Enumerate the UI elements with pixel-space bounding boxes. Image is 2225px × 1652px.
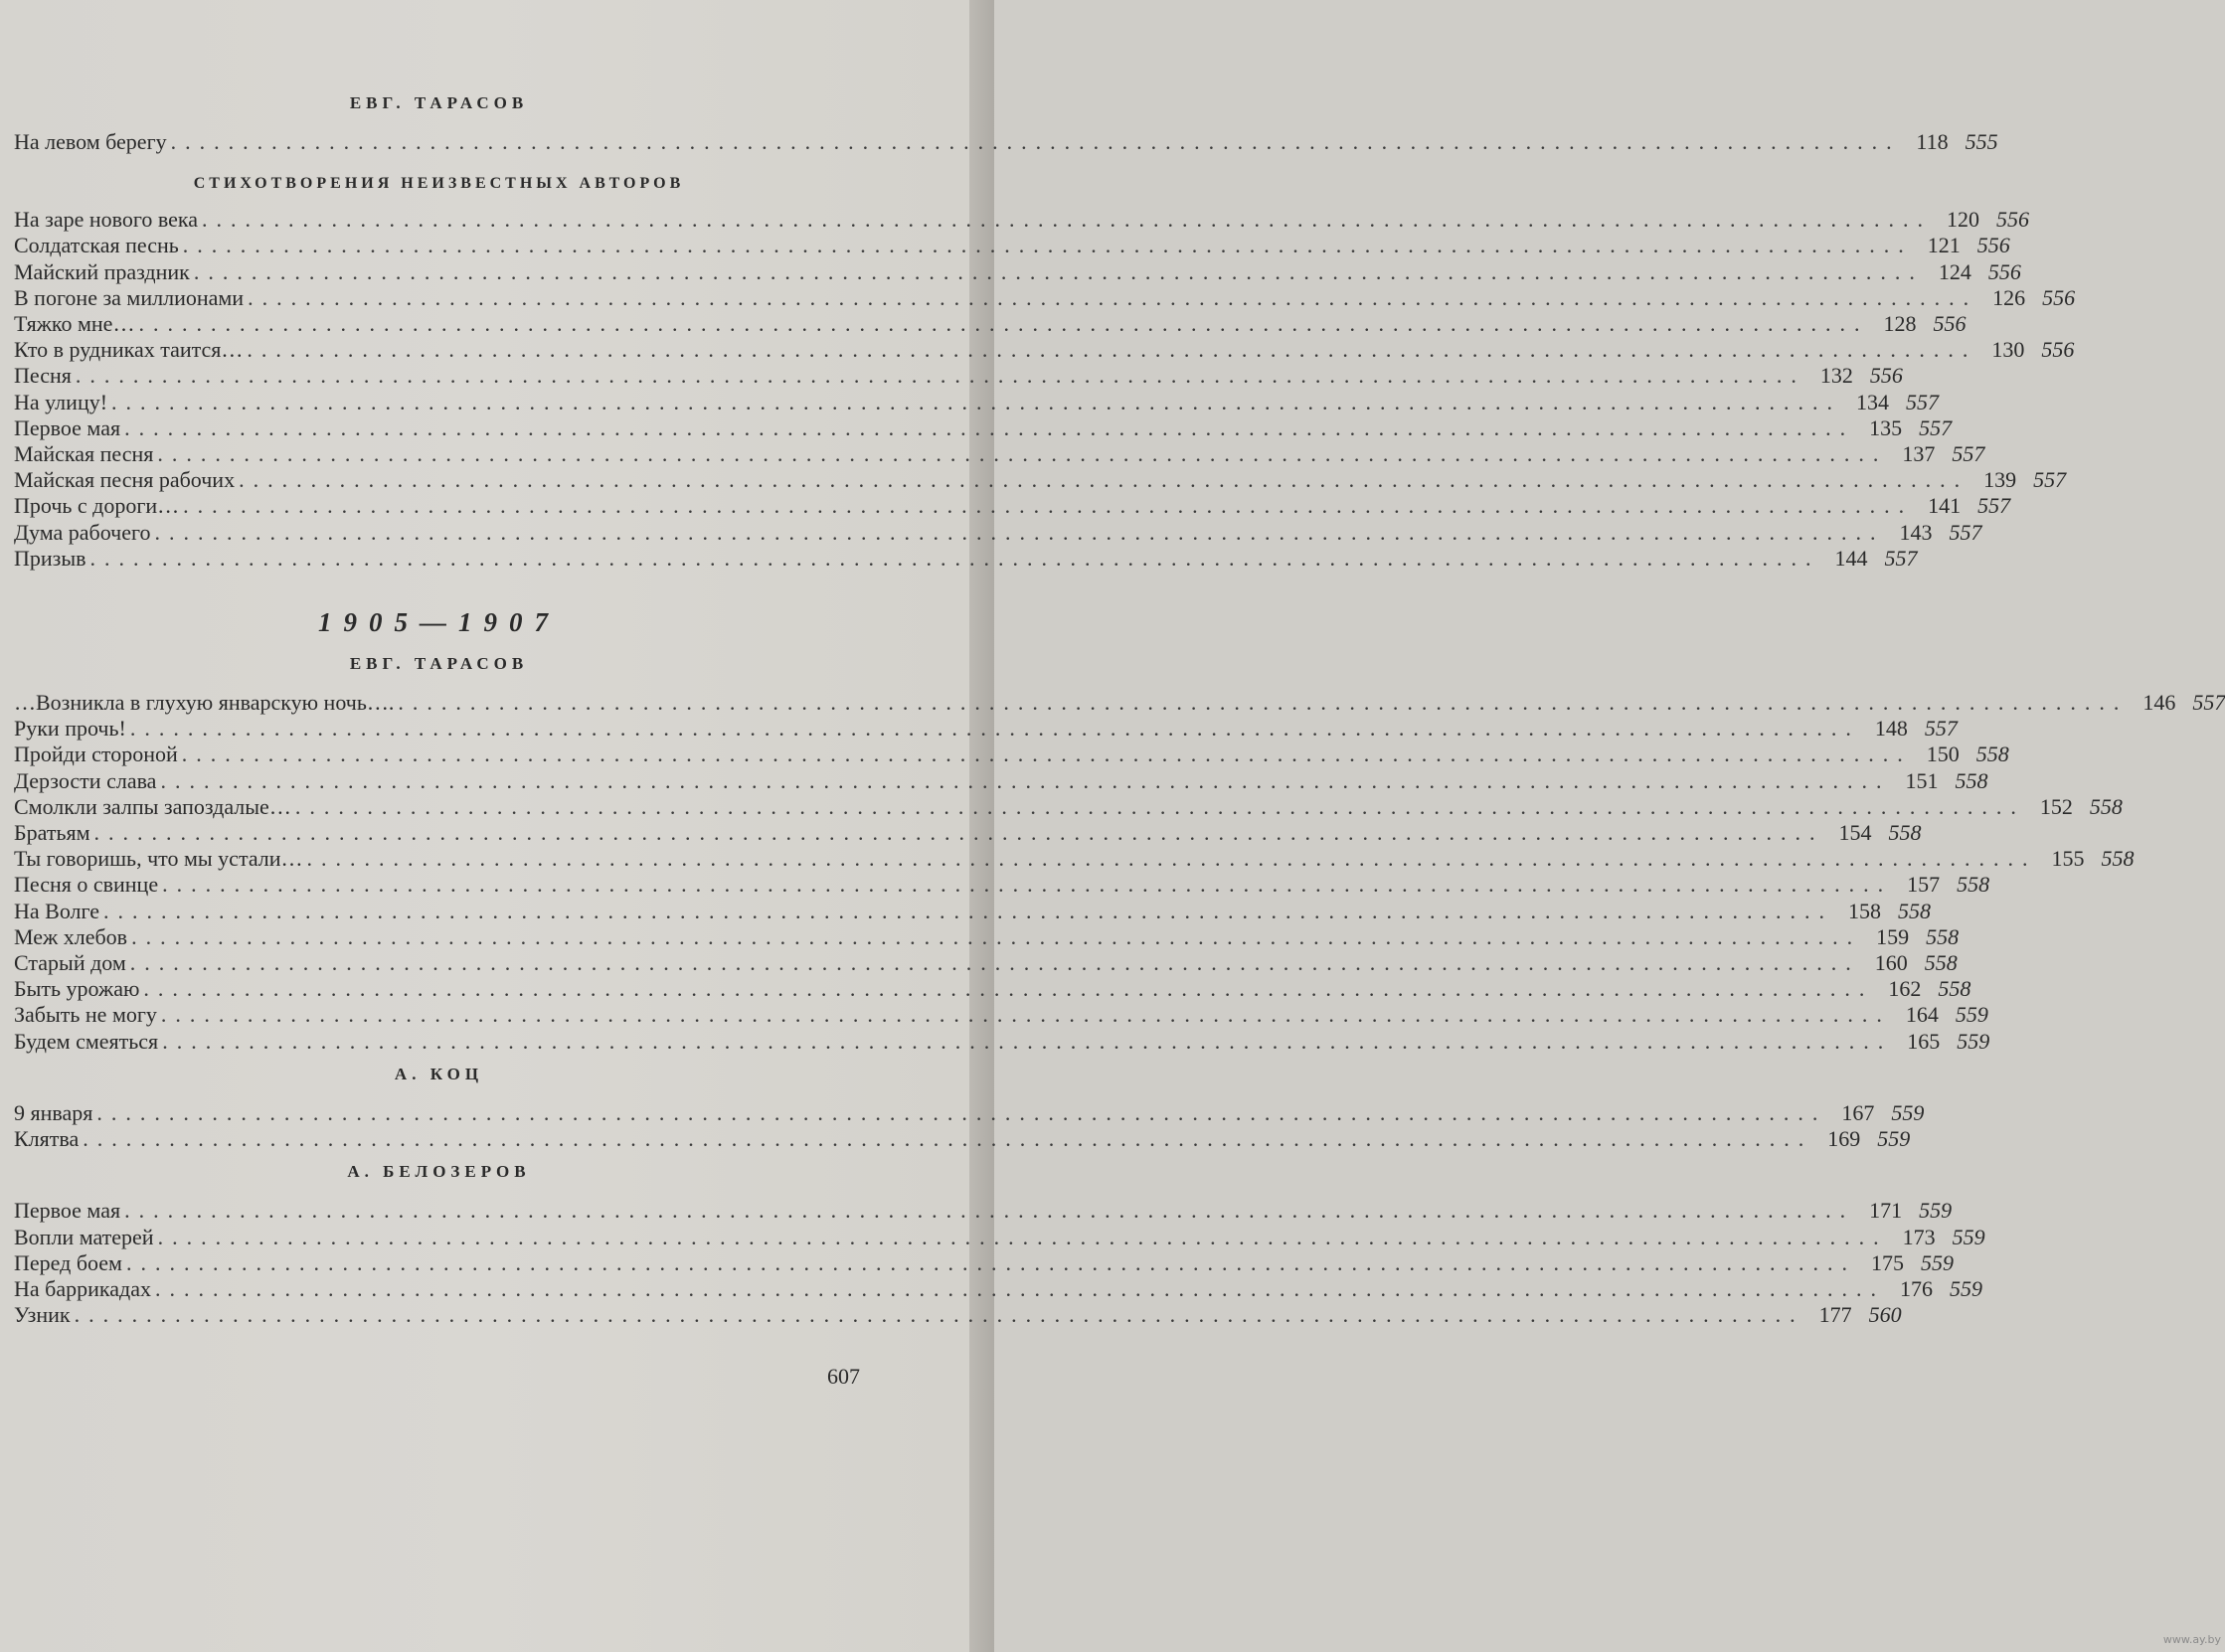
dot-leader: ........................................................................................................................ xyxy=(89,545,1820,571)
entry-page-number: 160 xyxy=(1874,950,1908,976)
toc-entry xyxy=(14,467,2067,493)
toc-entry xyxy=(14,389,1940,415)
dot-leader: ........................................................................................................................ xyxy=(125,1249,1856,1275)
toc-entry xyxy=(14,311,1967,337)
dot-leader: ........................................................................................................................ xyxy=(294,793,2025,819)
entry-note-page-number: 557 xyxy=(2192,690,2225,716)
entry-note-page-number: 558 xyxy=(1898,898,1932,923)
toc-entry xyxy=(14,767,1988,794)
author-section xyxy=(14,654,2225,1055)
toc-part-1 xyxy=(14,93,2076,572)
section-heading: А. БЕЛОЗЕРОВ xyxy=(347,1162,531,1182)
entry-page-number: 157 xyxy=(1907,872,1941,898)
entry-title: Быть урожаю xyxy=(14,976,140,1002)
entry-page-number: 173 xyxy=(1902,1224,1936,1249)
entry-page-number: 162 xyxy=(1888,976,1922,1002)
entry-title: Майская песня рабочих xyxy=(14,467,236,493)
toc-entry xyxy=(14,441,1985,467)
author-section xyxy=(14,175,2076,572)
toc-entry xyxy=(14,258,2021,285)
entry-page-number: 146 xyxy=(2142,690,2176,716)
entry-page-number: 120 xyxy=(1947,207,1980,233)
entry-note-page-number: 559 xyxy=(1957,1028,1990,1054)
entry-title: Тяжко мне… xyxy=(14,311,135,337)
entry-title: Клятва xyxy=(14,1126,80,1152)
entry-title: Смолкли залпы запоздалые… xyxy=(14,793,291,819)
entry-note-page-number: 556 xyxy=(1869,363,1903,389)
entry-note-page-number: 558 xyxy=(1924,950,1958,976)
entry-title: …Возникла в глухую январскую ночь…. xyxy=(14,690,395,716)
dot-leader: ........................................................................................................................ xyxy=(160,767,1891,793)
dot-leader: ........................................................................................................................ xyxy=(398,690,2129,716)
entry-note-page-number: 557 xyxy=(1977,493,2011,519)
entry-note-page-number: 557 xyxy=(2033,467,2067,493)
entry-title: Песня о свинце xyxy=(14,872,159,898)
entry-page-number: 176 xyxy=(1899,1275,1933,1301)
entry-title: 9 января xyxy=(14,1099,93,1125)
toc-entry xyxy=(14,1275,1982,1302)
toc-entry xyxy=(14,793,2123,820)
table-of-contents xyxy=(14,83,2225,1390)
toc-entry xyxy=(14,493,2011,519)
entry-title: На заре нового века xyxy=(14,207,199,233)
entry-page-number: 135 xyxy=(1869,414,1903,440)
section-heading: А. КОЦ xyxy=(394,1064,484,1083)
dot-leader: ........................................................................................................................ xyxy=(154,519,1885,545)
dot-leader: ........................................................................................................................ xyxy=(154,1275,1885,1301)
toc-entry xyxy=(14,872,1990,898)
entry-title: Песня xyxy=(14,363,72,389)
dot-leader: ........................................................................................................................ xyxy=(183,493,1914,519)
entry-note-page-number: 557 xyxy=(1919,414,1953,440)
entry-title: Майская песня xyxy=(14,441,154,467)
toc-entry xyxy=(14,690,2225,716)
entry-note-page-number: 559 xyxy=(1877,1126,1911,1152)
entry-page-number: 143 xyxy=(1899,519,1933,545)
toc-entry xyxy=(14,1028,1990,1055)
toc-entry xyxy=(14,284,2076,311)
dot-leader: ........................................................................................................................ xyxy=(202,207,1933,233)
dot-leader: ........................................................................................................................ xyxy=(170,129,1901,154)
entry-page-number: 155 xyxy=(2051,846,2085,872)
entry-page-number: 158 xyxy=(1848,898,1882,923)
dot-leader: ........................................................................................................................ xyxy=(74,1302,1804,1328)
dot-leader: ........................................................................................................................ xyxy=(129,716,1860,742)
entry-title: На левом берегу xyxy=(14,129,167,154)
dot-leader: ........................................................................................................................ xyxy=(124,414,1855,440)
entry-title: Руки прочь! xyxy=(14,716,126,742)
entry-title: Призыв xyxy=(14,545,86,571)
dot-leader: ........................................................................................................................ xyxy=(157,441,1888,467)
author-section xyxy=(14,93,1998,155)
entry-title: Старый дом xyxy=(14,950,126,976)
entry-title: Прочь с дороги… xyxy=(14,493,180,519)
toc-entry xyxy=(14,1126,1911,1152)
entry-note-page-number: 558 xyxy=(2089,793,2123,819)
entry-note-page-number: 559 xyxy=(1891,1099,1925,1125)
entry-title: В погоне за миллионами xyxy=(14,284,245,310)
entry-page-number: 150 xyxy=(1926,742,1960,767)
toc-entry xyxy=(14,742,2009,767)
toc-entry xyxy=(14,207,2030,233)
dot-leader: ........................................................................................................................ xyxy=(306,846,2037,872)
entry-page-number: 154 xyxy=(1838,820,1872,846)
entry-title: Будем смеяться xyxy=(14,1028,159,1054)
entry-note-page-number: 559 xyxy=(1955,1002,1988,1028)
entry-title: Братьям xyxy=(14,820,90,846)
dot-leader: ........................................................................................................................ xyxy=(131,923,1862,949)
entry-note-page-number: 558 xyxy=(2101,846,2135,872)
period-heading: 1905—1907 xyxy=(318,607,560,638)
entry-page-number: 151 xyxy=(1905,767,1939,793)
entry-note-page-number: 556 xyxy=(2041,337,2075,363)
entry-note-page-number: 558 xyxy=(1926,923,1960,949)
entry-note-page-number: 556 xyxy=(1933,311,1967,337)
entry-note-page-number: 558 xyxy=(1975,742,2009,767)
dot-leader: ........................................................................................................................ xyxy=(138,311,1869,337)
entry-title: Пройди стороной xyxy=(14,742,178,767)
toc-entry xyxy=(14,950,1958,976)
author-section xyxy=(14,1064,1925,1152)
entry-note-page-number: 556 xyxy=(2042,284,2076,310)
entry-page-number: 144 xyxy=(1834,545,1868,571)
entry-page-number: 134 xyxy=(1856,389,1890,414)
entry-title: На баррикадах xyxy=(14,1275,151,1301)
author-section xyxy=(14,1162,1985,1328)
dot-leader: ........................................................................................................................ xyxy=(129,950,1860,976)
dot-leader: ........................................................................................................................ xyxy=(103,898,1834,923)
toc-entry xyxy=(14,414,1953,441)
entry-page-number: 121 xyxy=(1927,233,1961,258)
entry-title: Майский праздник xyxy=(14,258,190,284)
entry-page-number: 148 xyxy=(1874,716,1908,742)
dot-leader: ........................................................................................................................ xyxy=(181,742,1912,767)
toc-entry xyxy=(14,716,1958,742)
page-number: 607 xyxy=(827,1364,860,1390)
entry-page-number: 137 xyxy=(1902,441,1936,467)
toc-part-2 xyxy=(14,654,2225,1328)
entry-title: На Волге xyxy=(14,898,100,923)
toc-entry xyxy=(14,337,2075,363)
entry-note-page-number: 557 xyxy=(1884,545,1918,571)
entry-title: Перед боем xyxy=(14,1249,122,1275)
toc-entry xyxy=(14,1224,1985,1250)
entry-page-number: 132 xyxy=(1819,363,1853,389)
entry-note-page-number: 559 xyxy=(1919,1198,1953,1224)
toc-entry xyxy=(14,976,1971,1002)
entry-page-number: 130 xyxy=(1991,337,2025,363)
dot-leader: ........................................................................................................................ xyxy=(157,1224,1888,1249)
dot-leader: ........................................................................................................................ xyxy=(111,389,1842,414)
toc-entry xyxy=(14,898,1932,924)
dot-leader: ........................................................................................................................ xyxy=(93,820,1824,846)
entry-title: Забыть не могу xyxy=(14,1002,157,1028)
toc-entry xyxy=(14,1249,1954,1276)
entry-note-page-number: 559 xyxy=(1920,1249,1954,1275)
section-heading: ЕВГ. ТАРАСОВ xyxy=(349,654,529,674)
entry-page-number: 128 xyxy=(1883,311,1917,337)
entry-page-number: 175 xyxy=(1870,1249,1904,1275)
entry-page-number: 152 xyxy=(2039,793,2073,819)
toc-entry xyxy=(14,1002,1988,1028)
entry-page-number: 167 xyxy=(1841,1099,1875,1125)
entry-page-number: 139 xyxy=(1983,467,2017,493)
toc-entry xyxy=(14,545,1918,572)
entry-title: На улицу! xyxy=(14,389,108,414)
entry-page-number: 141 xyxy=(1928,493,1962,519)
toc-entry xyxy=(14,129,1998,155)
entry-note-page-number: 559 xyxy=(1952,1224,1985,1249)
toc-entry xyxy=(14,1099,1925,1126)
toc-entry xyxy=(14,1302,1902,1328)
dot-leader: ........................................................................................................................ xyxy=(83,1126,1813,1152)
dot-leader: ........................................................................................................................ xyxy=(160,1002,1891,1028)
entry-page-number: 177 xyxy=(1818,1302,1852,1328)
entry-page-number: 171 xyxy=(1869,1198,1903,1224)
entry-note-page-number: 557 xyxy=(1952,441,1985,467)
entry-note-page-number: 555 xyxy=(1965,129,1998,154)
entry-title: Меж хлебов xyxy=(14,923,128,949)
entry-page-number: 159 xyxy=(1876,923,1910,949)
toc-entry xyxy=(14,363,1903,389)
entry-note-page-number: 558 xyxy=(1955,767,1988,793)
entry-note-page-number: 559 xyxy=(1949,1275,1982,1301)
entry-title: Дерзости слава xyxy=(14,767,157,793)
dot-leader: ........................................................................................................................ xyxy=(124,1198,1855,1224)
entry-title: Дума рабочего xyxy=(14,519,151,545)
entry-page-number: 118 xyxy=(1916,129,1949,154)
dot-leader: ........................................................................................................................ xyxy=(193,258,1924,284)
dot-leader: ........................................................................................................................ xyxy=(96,1099,1827,1125)
toc-entry xyxy=(14,923,1960,950)
entry-page-number: 126 xyxy=(1992,284,2026,310)
dot-leader: ........................................................................................................................ xyxy=(75,363,1805,389)
entry-page-number: 169 xyxy=(1827,1126,1861,1152)
entry-title: Узник xyxy=(14,1302,71,1328)
entry-title: Кто в рудниках таится… xyxy=(14,337,244,363)
entry-note-page-number: 557 xyxy=(1949,519,1982,545)
entry-note-page-number: 558 xyxy=(1957,872,1990,898)
dot-leader: ........................................................................................................................ xyxy=(182,233,1913,258)
toc-entry xyxy=(14,233,2010,258)
entry-note-page-number: 557 xyxy=(1924,716,1958,742)
entry-note-page-number: 556 xyxy=(1987,258,2021,284)
dot-leader: ........................................................................................................................ xyxy=(162,1028,1893,1054)
entry-page-number: 165 xyxy=(1907,1028,1941,1054)
watermark: www.ay.by xyxy=(2162,1633,2221,1646)
entry-note-page-number: 560 xyxy=(1868,1302,1902,1328)
entry-note-page-number: 556 xyxy=(1996,207,2030,233)
entry-note-page-number: 556 xyxy=(1976,233,2010,258)
dot-leader: ........................................................................................................................ xyxy=(239,467,1969,493)
entry-title: Первое мая xyxy=(14,1198,121,1224)
dot-leader: ........................................................................................................................ xyxy=(247,337,1977,363)
entry-note-page-number: 558 xyxy=(1888,820,1922,846)
dot-leader: ........................................................................................................................ xyxy=(248,284,1978,310)
section-heading: ЕВГ. ТАРАСОВ xyxy=(349,93,529,112)
toc-entry xyxy=(14,519,1982,546)
toc-entry xyxy=(14,846,2135,872)
toc-entry xyxy=(14,820,1922,846)
entry-note-page-number: 557 xyxy=(1906,389,1940,414)
entry-title: Ты говоришь, что мы устали… xyxy=(14,846,303,872)
entry-title: Вопли матерей xyxy=(14,1224,154,1249)
section-heading: СТИХОТВОРЕНИЯ НЕИЗВЕСТНЫХ АВТОРОВ xyxy=(193,175,685,193)
dot-leader: ........................................................................................................................ xyxy=(143,976,1874,1002)
entry-page-number: 124 xyxy=(1938,258,1971,284)
toc-entry xyxy=(14,1198,1953,1224)
entry-page-number: 164 xyxy=(1905,1002,1939,1028)
entry-title: Солдатская песнь xyxy=(14,233,179,258)
dot-leader: ........................................................................................................................ xyxy=(162,872,1893,898)
entry-title: Первое мая xyxy=(14,414,121,440)
entry-note-page-number: 558 xyxy=(1938,976,1971,1002)
